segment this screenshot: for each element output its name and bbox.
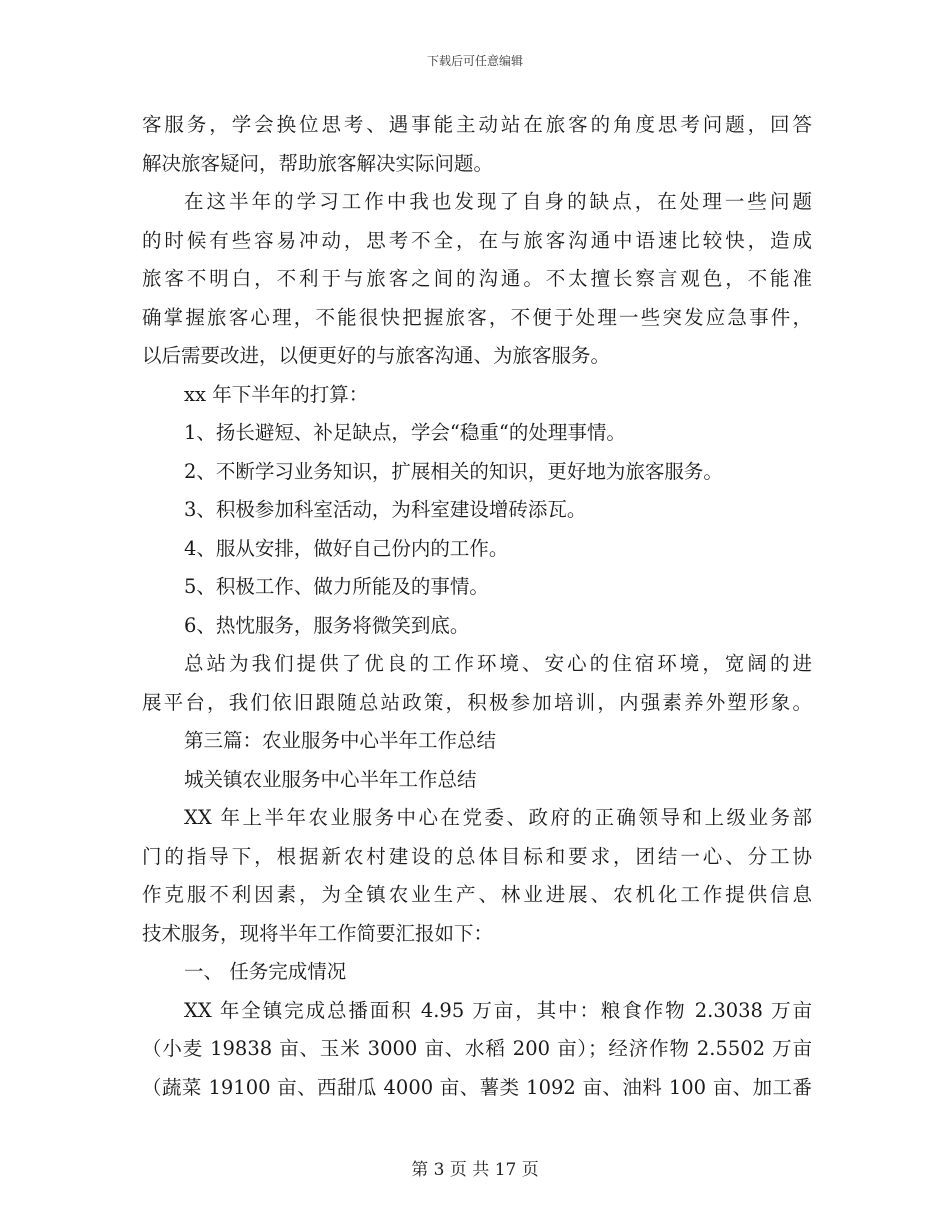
text-line: 总站为我们提供了优良的工作环境、安心的住宿环境，宽阔的进 bbox=[184, 652, 812, 675]
list-item: 5、积极工作、做力所能及的事情。 bbox=[184, 575, 489, 598]
text-line: 的时候有些容易冲动，思考不全，在与旅客沟通中语速比较快，造成 bbox=[142, 228, 812, 252]
text-line: 门的指导下，根据新农村建设的总体目标和要求，团结一心、分工协 bbox=[142, 844, 812, 868]
list-item: 6、热忱服务，服务将微笑到底。 bbox=[184, 613, 470, 637]
subsection-heading: 一、 任务完成情况 bbox=[184, 960, 347, 983]
section-heading: 第三篇：农业服务中心半年工作总结 bbox=[184, 729, 497, 752]
page-header: 下载后可任意编辑 bbox=[426, 54, 523, 68]
text-line: 确掌握旅客心理，不能很快把握旅客，不便于处理一些突发应急事件， bbox=[142, 305, 812, 329]
text-line: XX 年全镇完成总播面积 4.95 万亩，其中：粮食作物 2.3038 万亩 bbox=[184, 998, 812, 1022]
list-item: 1、扬长避短、补足缺点，学会“稳重“的处理事情。 bbox=[184, 421, 626, 444]
list-item: 4、服从安排，做好自己份内的工作。 bbox=[184, 536, 509, 560]
text-line: 以后需要改进，以便更好的与旅客沟通、为旅客服务。 bbox=[142, 344, 611, 367]
text-line: XX 年上半年农业服务中心在党委、政府的正确领导和上级业务部 bbox=[184, 806, 812, 829]
text-line: xx 年下半年的打算： bbox=[184, 382, 369, 406]
text-line: 旅客不明白，不利于与旅客之间的沟通。不太擅长察言观色，不能准 bbox=[142, 267, 812, 290]
text-line: 客服务，学会换位思考、遇事能主动站在旅客的角度思考问题，回答 bbox=[142, 113, 812, 136]
text-line: 在这半年的学习工作中我也发现了自身的缺点，在处理一些问题 bbox=[184, 190, 812, 213]
text-line: （小麦 19838 亩、玉米 3000 亩、水稻 200 亩）；经济作物 2.5502 万亩 bbox=[142, 1037, 812, 1060]
document-body bbox=[142, 106, 812, 1107]
text-line: 技术服务，现将半年工作简要汇报如下： bbox=[142, 921, 494, 945]
text-line: 解决旅客疑问，帮助旅客解决实际问题。 bbox=[142, 151, 494, 175]
text-line: 展平台，我们依旧跟随总站政策，积极参加培训，内强素养外塑形象。 bbox=[142, 690, 812, 714]
section-title: 城关镇农业服务中心半年工作总结 bbox=[184, 767, 477, 791]
list-item: 2、不断学习业务知识，扩展相关的知识，更好地为旅客服务。 bbox=[184, 459, 723, 483]
list-item: 3、积极参加科室活动，为科室建设增砖添瓦。 bbox=[184, 498, 587, 521]
text-line: 作克服不利因素，为全镇农业生产、林业进展、农机化工作提供信息 bbox=[142, 883, 812, 906]
text-line: （蔬菜 19100 亩、西甜瓜 4000 亩、薯类 1092 亩、油料 100 亩、加工番 bbox=[142, 1075, 812, 1099]
page-number: 第 3 页 共 17 页 bbox=[411, 1160, 539, 1180]
